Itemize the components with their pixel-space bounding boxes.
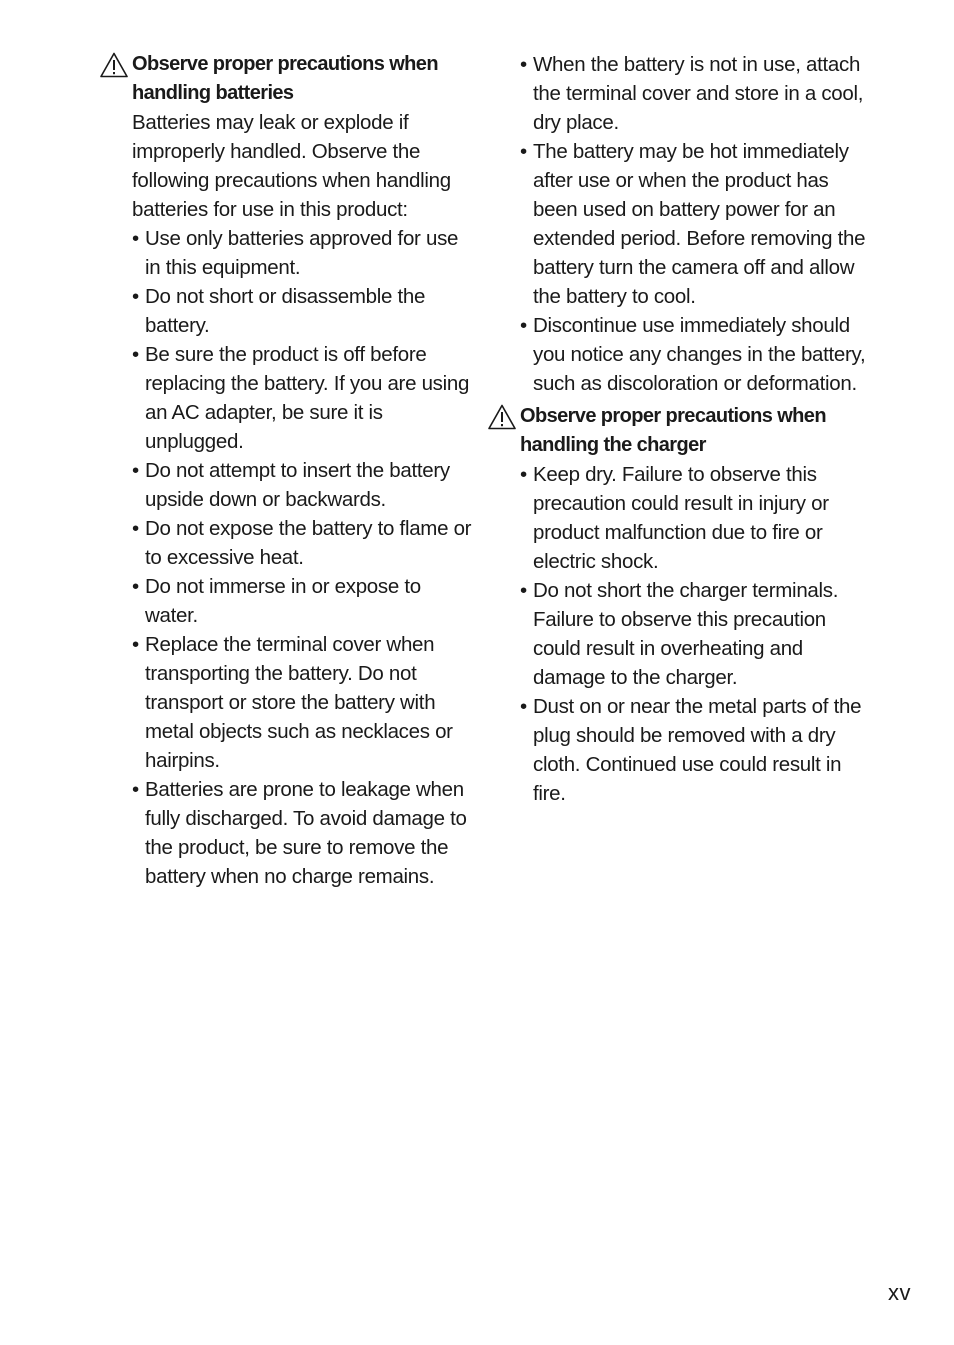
charger-precautions-list [488, 460, 868, 808]
bullet: • [132, 633, 139, 656]
battery-precautions-list-continued [488, 50, 868, 398]
battery-heading-text: Observe proper precautions when handling batteries [132, 53, 438, 104]
list-item: • Replace the terminal cover when transporting the battery. Do not transport or store the battery with metal objects such as necklaces or hairpins. [132, 630, 478, 775]
bullet: • [132, 575, 139, 598]
list-item: • Do not expose the battery to flame or to excessive heat. [132, 514, 478, 572]
list-item: • Batteries are prone to leakage when fully discharged. To avoid damage to the product, be sure to remove the battery when no charge remains. [132, 775, 478, 891]
bullet: • [520, 579, 527, 602]
left-column [100, 50, 478, 897]
warning-triangle-icon [488, 404, 516, 430]
list-item: • Do not immerse in or expose to water. [132, 572, 478, 630]
list-item: • Do not attempt to insert the battery upside down or backwards. [132, 456, 478, 514]
bullet: • [520, 314, 527, 337]
bullet: • [132, 227, 139, 250]
right-column [488, 50, 868, 814]
bullet: • [132, 343, 139, 366]
list-item: • Dust on or near the metal parts of the plug should be removed with a dry cloth. Continued use could result in fire. [520, 692, 868, 808]
list-item: • Use only batteries approved for use in this equipment. [132, 224, 478, 282]
list-item: • The battery may be hot immediately after use or when the product has been used on battery power for an extended period. Before removing the battery turn the camera off and allow the battery to cool. [520, 137, 868, 311]
bullet: • [520, 695, 527, 718]
bullet: • [520, 140, 527, 163]
list-item: • Keep dry. Failure to observe this precaution could result in injury or product malfunction due to fire or electric shock. [520, 460, 868, 576]
bullet: • [132, 459, 139, 482]
page-number: xv [888, 1280, 911, 1305]
list-item: • Do not short or disassemble the battery. [132, 282, 478, 340]
battery-precautions-heading [100, 50, 478, 108]
bullet: • [520, 463, 527, 486]
bullet: • [132, 285, 139, 308]
charger-precautions-section [488, 402, 868, 808]
list-item: • Discontinue use immediately should you notice any changes in the battery, such as discoloration or deformation. [520, 311, 868, 398]
list-item: • Do not short the charger terminals. Failure to observe this precaution could result in overheating and damage to the charger. [520, 576, 868, 692]
charger-heading-text: Observe proper precautions when handling the charger [520, 405, 826, 456]
bullet: • [132, 517, 139, 540]
charger-precautions-heading [488, 402, 868, 460]
battery-precautions-section [100, 50, 478, 891]
list-item: • Be sure the product is off before replacing the battery. If you are using an AC adapter, be sure it is unplugged. [132, 340, 478, 456]
list-item: • When the battery is not in use, attach the terminal cover and store in a cool, dry place. [520, 50, 868, 137]
battery-intro-text: Batteries may leak or explode if improperly handled. Observe the following precautions when handling batteries for use in this product: [132, 111, 451, 221]
bullet: • [520, 53, 527, 76]
battery-precautions-list [100, 224, 478, 891]
bullet: • [132, 778, 139, 801]
warning-triangle-icon [100, 52, 128, 78]
